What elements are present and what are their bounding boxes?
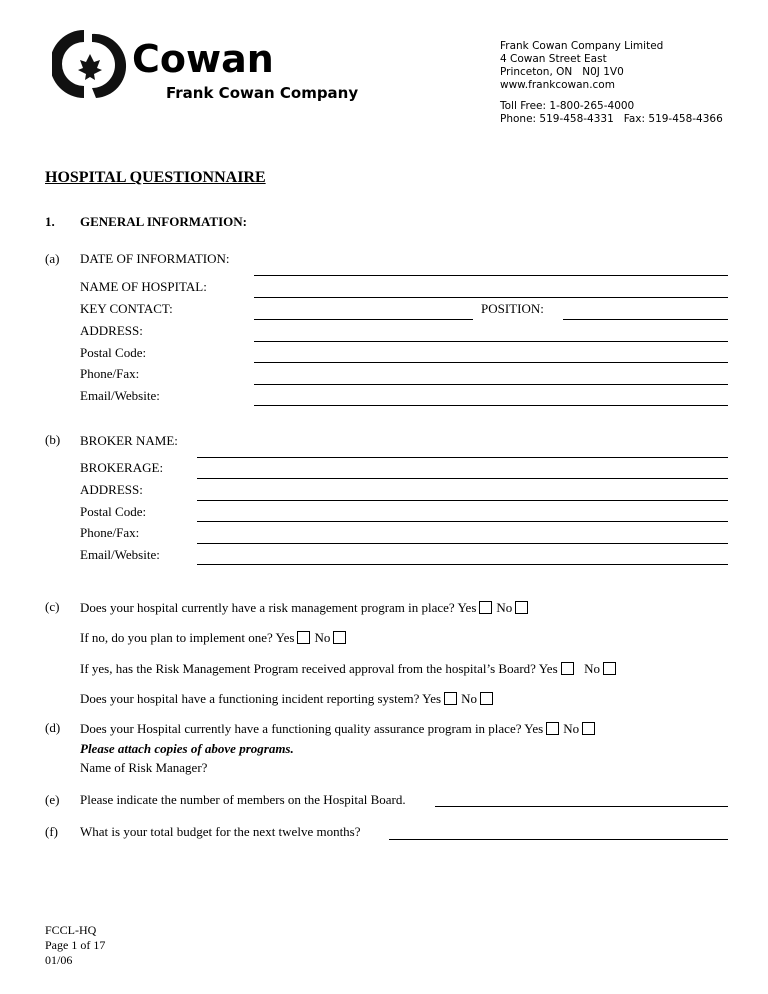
no-checkbox[interactable] [515,601,528,614]
label-postal: Postal Code: [80,345,147,360]
no-label: No [584,661,601,676]
label-email: Email/Website: [80,388,160,403]
question-c1 [80,600,532,616]
brokerage-field[interactable] [197,478,728,479]
broker-postal-field[interactable] [197,521,728,522]
question-text: If no, do you plan to implement one? Yes [80,630,295,645]
attach-note: Please attach copies of above programs. [80,741,294,756]
label-broker: BROKER NAME: [80,433,178,448]
phone-field[interactable] [254,384,728,385]
broker-field[interactable] [197,457,728,458]
no-label: No [314,630,331,645]
marker-e: (e) [45,792,60,807]
email-field[interactable] [254,405,728,406]
label-broker-email: Email/Website: [80,547,160,562]
question-d1 [80,721,599,737]
no-label: No [563,721,580,736]
cowan-logo [52,26,362,104]
toll-free: Toll Free: 1-800-265-4000 [500,100,635,112]
footer-date: 01/06 [45,953,73,967]
marker-b: (b) [45,432,61,447]
yes-checkbox[interactable] [479,601,492,614]
label-broker-phone: Phone/Fax: [80,525,140,540]
label-brokerage: BROKERAGE: [80,460,164,475]
yes-checkbox[interactable] [546,722,559,735]
board-members-field[interactable] [435,806,728,807]
key-contact-field[interactable] [254,319,473,320]
label-phone: Phone/Fax: [80,366,140,381]
label-position: POSITION: [481,301,544,316]
yes-checkbox[interactable] [561,662,574,675]
marker-a: (a) [45,251,60,266]
marker-c: (c) [45,599,60,614]
broker-address-field[interactable] [197,500,728,501]
label-broker-address: ADDRESS: [80,482,143,497]
label-hospital-name: NAME OF HOSPITAL: [80,279,207,294]
question-c4 [80,691,497,707]
footer-code: FCCL-HQ [45,923,97,937]
label-broker-postal: Postal Code: [80,504,147,519]
budget-field[interactable] [389,839,728,840]
logo-subtitle: Frank Cowan Company [166,84,359,102]
address-field[interactable] [254,341,728,342]
no-checkbox[interactable] [603,662,616,675]
risk-manager-label: Name of Risk Manager? [80,760,208,775]
no-checkbox[interactable] [480,692,493,705]
company-name: Frank Cowan Company Limited [500,40,664,52]
section-number: 1. [45,214,55,229]
postal-field[interactable] [254,362,728,363]
label-address: ADDRESS: [80,323,143,338]
page-title: HOSPITAL QUESTIONNAIRE [45,169,266,186]
marker-d: (d) [45,720,61,735]
broker-phone-field[interactable] [197,543,728,544]
label-key-contact: KEY CONTACT: [80,301,173,316]
no-label: No [461,691,477,706]
question-c3 [80,661,620,677]
yes-checkbox[interactable] [297,631,310,644]
question-text: Does your Hospital currently have a functioning quality assurance program in place? Yes [80,721,544,736]
no-label: No [496,600,513,615]
section-title: GENERAL INFORMATION: [80,214,247,229]
question-f: What is your total budget for the next twelve months? [80,824,361,839]
label-date: DATE OF INFORMATION: [80,251,230,266]
question-e: Please indicate the number of members on the Hospital Board. [80,792,406,807]
footer-page: Page 1 of 17 [45,938,106,952]
question-text: Does your hospital have a functioning incident reporting system? Yes [80,691,442,706]
hospital-name-field[interactable] [254,297,728,298]
no-checkbox[interactable] [333,631,346,644]
no-checkbox[interactable] [582,722,595,735]
question-text: Does your hospital currently have a risk management program in place? Yes [80,600,477,615]
marker-f: (f) [45,824,58,839]
logo-brand: Cowan [132,37,274,81]
broker-email-field[interactable] [197,564,728,565]
date-field[interactable] [254,275,728,276]
phone-fax: Phone: 519-458-4331 Fax: 519-458-4366 [500,113,723,125]
yes-checkbox[interactable] [444,692,457,705]
company-street: 4 Cowan Street East [500,53,607,65]
question-c2 [80,630,350,646]
position-field[interactable] [563,319,728,320]
company-website[interactable]: www.frankcowan.com [500,79,615,91]
maple-leaf-circle-icon [52,26,132,102]
question-text: If yes, has the Risk Management Program received approval from the hospital’s Board? Yes [80,661,558,676]
company-city: Princeton, ON N0J 1V0 [500,66,624,78]
